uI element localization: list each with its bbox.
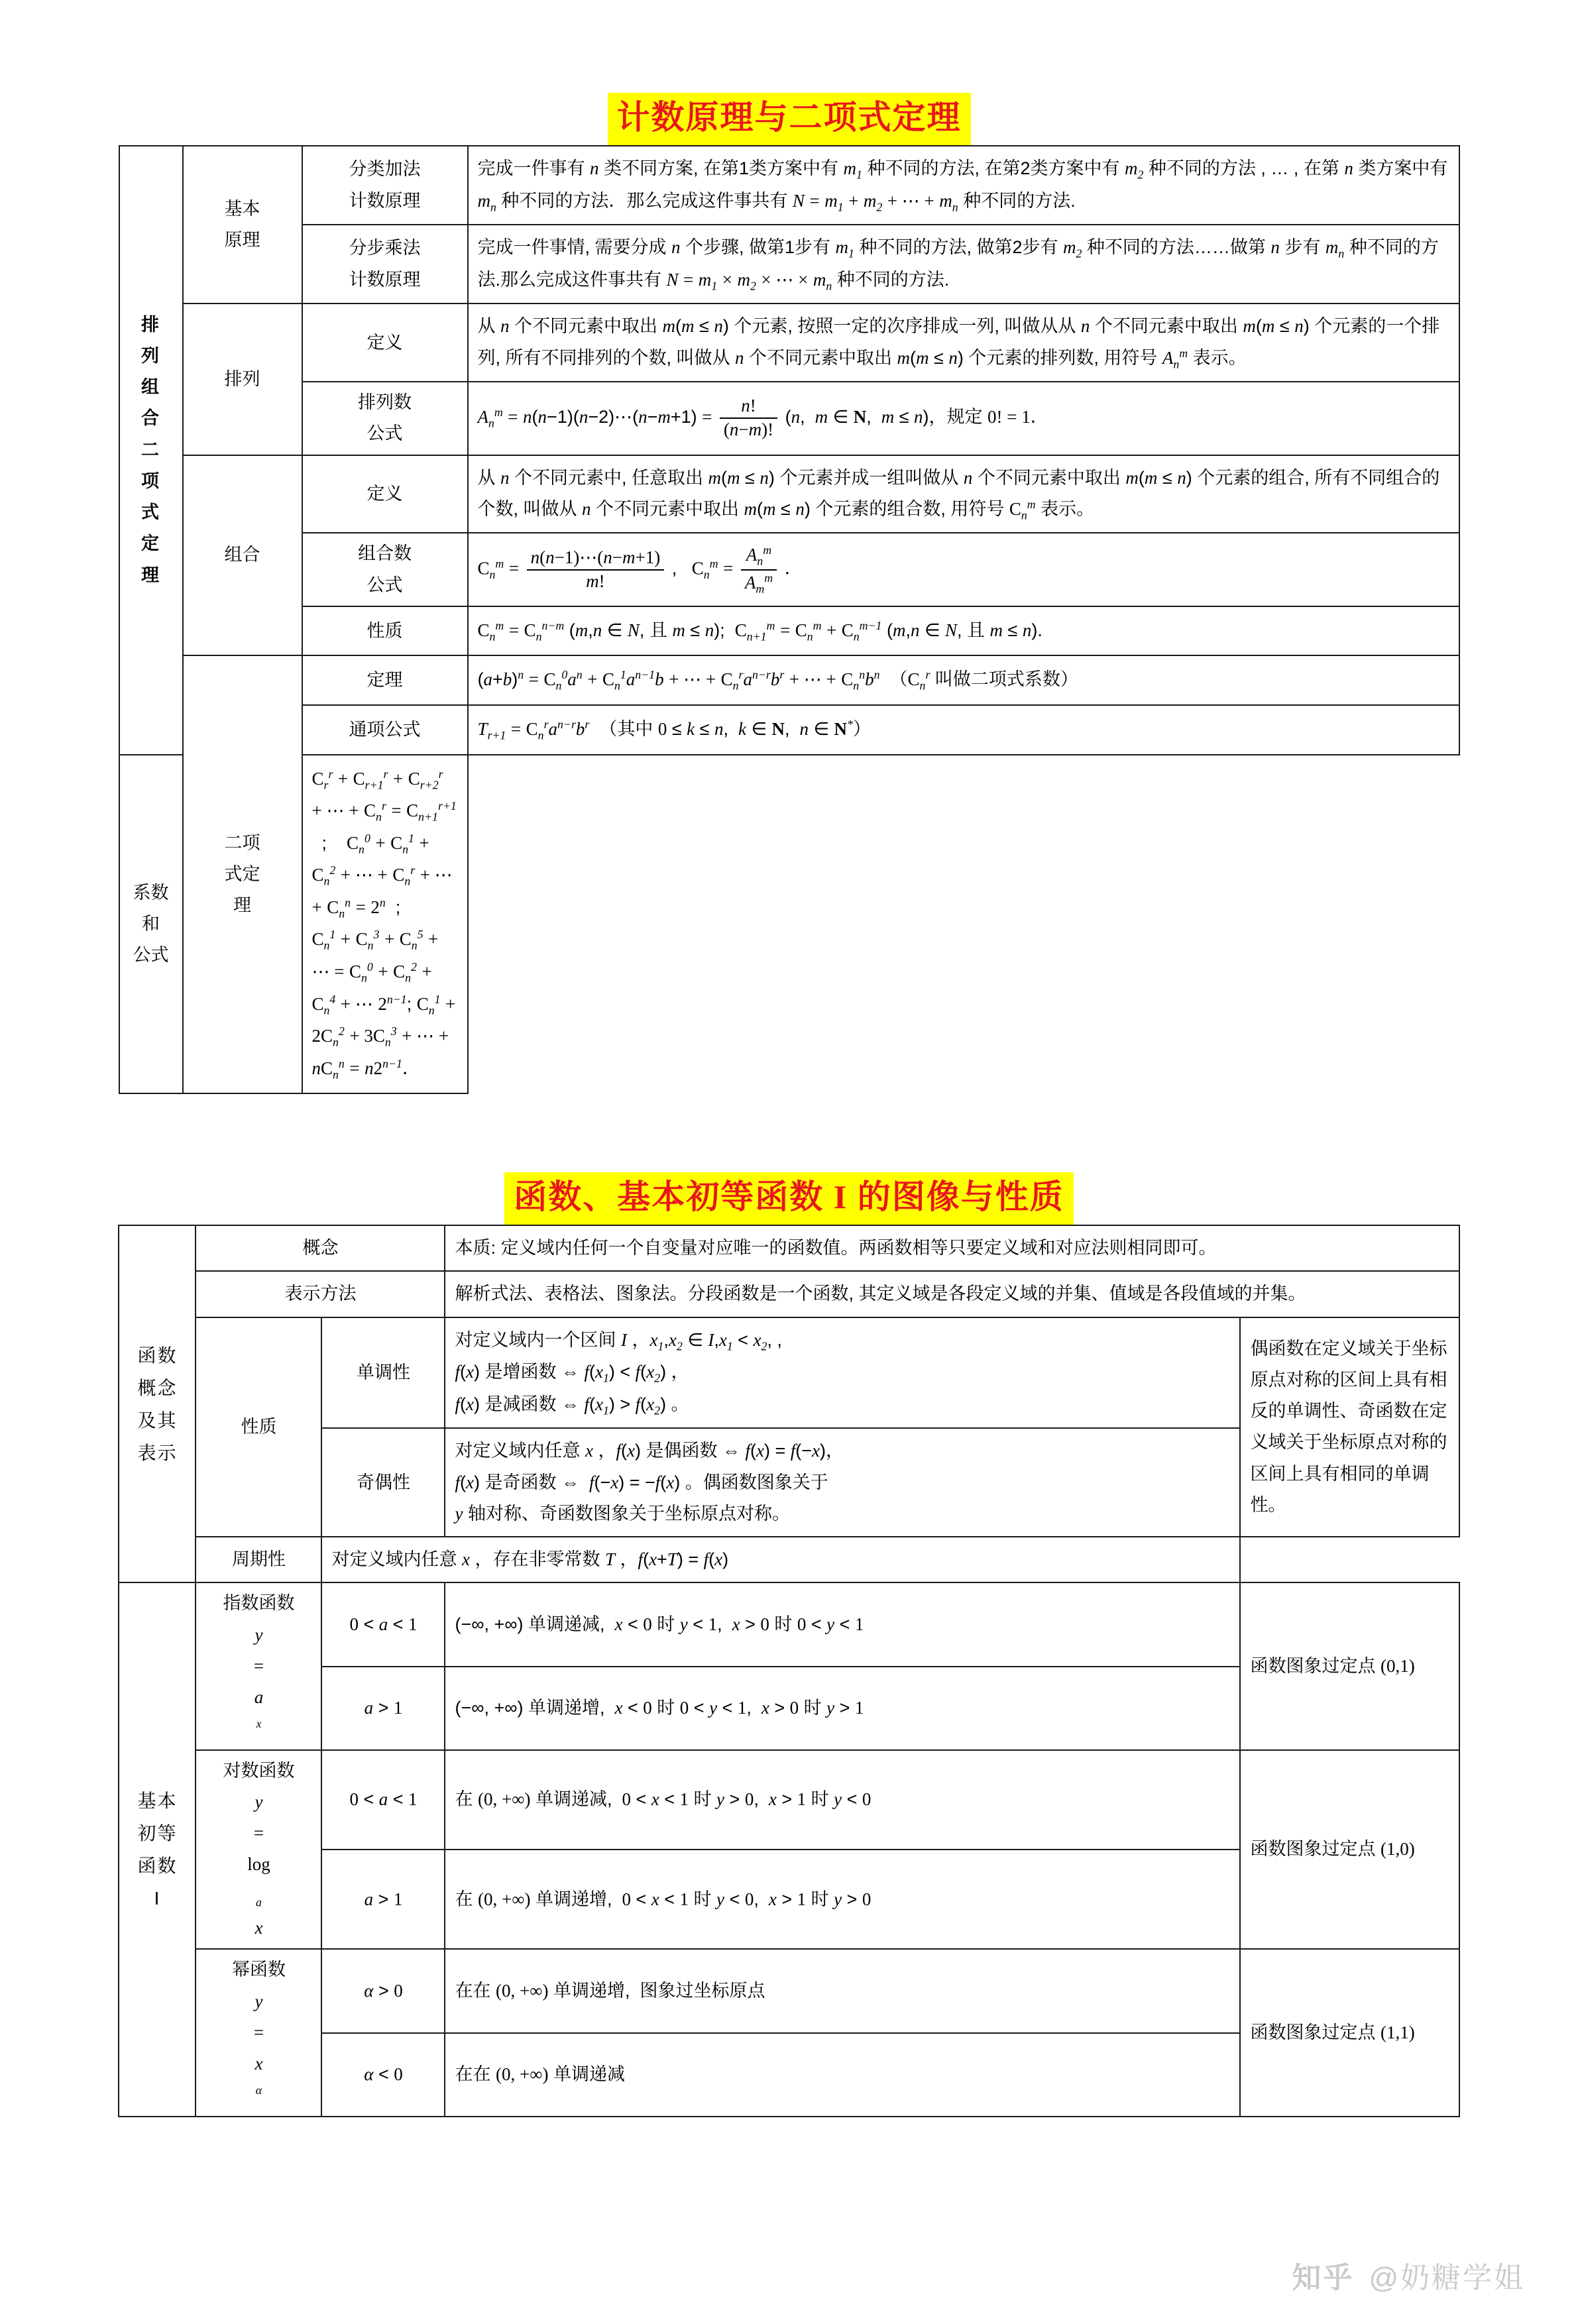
counting-principle-table bbox=[119, 145, 1460, 1094]
row-label-c1: 排 bbox=[141, 314, 160, 335]
table-row bbox=[119, 533, 1459, 606]
row-label-c3: 组 bbox=[141, 377, 160, 398]
subhead-comb-prop: 性质 bbox=[302, 606, 468, 656]
table-row bbox=[119, 1582, 1459, 1666]
row-label-c5: 二 bbox=[141, 439, 160, 460]
table-row bbox=[119, 1271, 1459, 1317]
watermark-platform: 知乎 bbox=[1292, 2262, 1355, 2294]
subhead-comb-def: 定义 bbox=[302, 455, 468, 533]
section-2-title-wrapper bbox=[0, 1172, 1578, 1225]
section-1-title-wrapper bbox=[0, 93, 1578, 145]
watermark bbox=[1292, 2254, 1525, 2296]
row-label-c9: 理 bbox=[141, 565, 160, 585]
table-row bbox=[119, 606, 1459, 656]
watermark-handle: @奶糖学姐 bbox=[1369, 2262, 1525, 2294]
content-parity bbox=[445, 1428, 1240, 1537]
row-label-c4: 合 bbox=[141, 408, 160, 429]
subhead-parity: 奇偶性 bbox=[321, 1428, 445, 1537]
content-comb-def: 从 n 个不同元素中, 任意取出 m(m ≤ n) 个元素并成一组叫做从 n 个不同元素中取出 m(m ≤ n) 个元素的组合, 所有不同组合的个数, 叫做从 n 个不同元素中取出 m(m ≤ n) 个元素的组合数, 用符号 $C_n^m$ 表示。 bbox=[468, 455, 1459, 533]
subhead-properties: 性质 bbox=[196, 1317, 321, 1537]
table-row bbox=[119, 1750, 1459, 1850]
row-label-elementary-functions: 基本 初等 函数 I bbox=[119, 1582, 196, 2116]
exponential-cond-2: a > 1 bbox=[321, 1667, 445, 1750]
subhead-concept: 概念 bbox=[196, 1225, 445, 1271]
power-note: 函数图象过定点 (1,1) bbox=[1240, 1949, 1459, 2116]
logarithm-cond-1: 0 < a < 1 bbox=[321, 1750, 445, 1850]
group-permutation: 排列 bbox=[183, 304, 302, 455]
section-1-title: 计数原理与二项式定理 bbox=[608, 93, 971, 145]
table-row bbox=[119, 655, 1459, 705]
row-label-c8: 定 bbox=[141, 533, 160, 554]
logarithm-desc-1: 在 (0, +∞) 单调递减, 0 < x < 1 时 y > 0, x > 1 时 y < 0 bbox=[445, 1750, 1240, 1850]
content-comb-formula: $C_n^m$ = $\frac{n(n-1)\cdots(n-m+1)}{m!}$ , $C_n^m$ = $\frac{A_n^m}{A_m^m}$ ． bbox=[468, 533, 1459, 606]
table-row bbox=[119, 755, 1459, 1094]
power-cond-1: α > 0 bbox=[321, 1949, 445, 2032]
subhead-logarithm: 对数函数 y = log $_a$ x bbox=[196, 1750, 321, 1950]
group-basic-principle: 基本 原理 bbox=[183, 146, 302, 304]
exponential-note: 函数图象过定点 (0,1) bbox=[1240, 1582, 1459, 1749]
exponential-desc-1: (−∞, +∞) 单调递减, x < 0 时 y < 1, x > 0 时 0 < y < 1 bbox=[445, 1582, 1240, 1666]
table-row bbox=[119, 705, 1459, 755]
subhead-power: 幂函数 y = x $^\alpha$ bbox=[196, 1949, 321, 2116]
content-representation: 解析式法、表格法、图象法。分段函数是一个函数, 其定义域是各段定义域的并集、值域是各段值域的并集。 bbox=[445, 1271, 1459, 1317]
row-label-function-concept: 函数 概念 及其 表示 bbox=[119, 1225, 196, 1582]
bin-coeff-line-2: $C_n^1 + C_n^3 + C_n^5$ + ⋯ = $C_n^0 + C_n^2 + C_n^4$ + ⋯ $2^{n-1}$; $C_n^1 + 2C_n^2 + 3C_n^3$ + ⋯ + $nC_n^n = n2^{n-1}$． bbox=[311, 928, 456, 1081]
subhead-comb-formula: 组合数 公式 bbox=[302, 533, 468, 606]
exponential-desc-2: (−∞, +∞) 单调递增, x < 0 时 0 < y < 1, x > 0 时 y > 1 bbox=[445, 1667, 1240, 1750]
exponential-cond-1: 0 < a < 1 bbox=[321, 1582, 445, 1666]
row-label-c7: 式 bbox=[141, 502, 160, 523]
content-concept: 本质: 定义域内任何一个自变量对应唯一的函数值。两函数相等只要定义域和对应法则相同即可。 bbox=[445, 1225, 1459, 1271]
power-cond-2: α < 0 bbox=[321, 2033, 445, 2117]
group-combination: 组合 bbox=[183, 455, 302, 656]
table-row bbox=[119, 225, 1459, 304]
content-monotonicity bbox=[445, 1317, 1240, 1429]
power-desc-1: 在在 (0, +∞) 单调递增, 图象过坐标原点 bbox=[445, 1949, 1240, 2032]
monotonicity-line-2: f(x) 是增函数 ⇔ $f(x_1) < f(x_2)$ ， bbox=[455, 1362, 689, 1385]
subhead-perm-def: 定义 bbox=[302, 304, 468, 382]
subhead-perm-formula: 排列数 公式 bbox=[302, 382, 468, 455]
parity-line-3: y 轴对称、奇函数图象关于坐标原点对称。 bbox=[455, 1503, 790, 1523]
table-row bbox=[119, 382, 1459, 455]
content-mul-rule: 完成一件事情, 需要分成 n 个步骤, 做第1步有 $m_1$ 种不同的方法, 做第2步有 $m_2$ 种不同的方法……做第 n 步有 $m_n$ 种不同的方法.那么完成这件事共有 $N = m_1 \times m_2$ × ⋯ × $m_n$ 种不同的方法. bbox=[468, 225, 1459, 304]
table-row bbox=[119, 455, 1459, 533]
row-label-c2: 列 bbox=[141, 345, 160, 366]
group-binomial: 二项 式定 理 bbox=[183, 655, 302, 1093]
content-perm-def: 从 n 个不同元素中取出 m(m ≤ n) 个元素, 按照一定的次序排成一列, 叫做从从 n 个不同元素中取出 m(m ≤ n) 个元素的一个排列, 所有不同排列的个数, 叫做从 n 个不同元素中取出 m(m ≤ n) 个元素的排列数, 用符号 $A_n^m$ 表示。 bbox=[468, 304, 1459, 382]
logarithm-note: 函数图象过定点 (1,0) bbox=[1240, 1750, 1459, 1950]
content-add-rule: 完成一件事有 n 类不同方案, 在第1类方案中有 $m_1$ 种不同的方法, 在第2类方案中有 $m_2$ 种不同的方法 , … , 在第 n 类方案中有 $m_n$ 种不同的方法．那么完成这件事共有 $N = m_1 + m_2$ + ⋯ + $m_n$ 种不同的方法. bbox=[468, 146, 1459, 225]
subhead-representation: 表示方法 bbox=[196, 1271, 445, 1317]
subhead-mul-rule: 分步乘法 计数原理 bbox=[302, 225, 468, 304]
content-perm-formula: $A_n^m$ = n(n−1)(n−2)⋯(n−m+1) = $\frac{n!}{(n-m)!}$ (n, m ∈ N, m ≤ n)，规定 0! = 1． bbox=[468, 382, 1459, 455]
subhead-monotonicity: 单调性 bbox=[321, 1317, 445, 1429]
table-row bbox=[119, 1949, 1459, 2032]
section-2-title: 函数、基本初等函数 I 的图像与性质 bbox=[504, 1172, 1073, 1225]
table-row bbox=[119, 1537, 1459, 1582]
table-row bbox=[119, 304, 1459, 382]
function-properties-table bbox=[118, 1225, 1459, 2117]
table-row bbox=[119, 1317, 1459, 1429]
content-periodicity: 对定义域内任意 x ，存在非零常数 T ，f(x+T) = f(x) bbox=[321, 1537, 1240, 1582]
power-desc-2: 在在 (0, +∞) 单调递减 bbox=[445, 2033, 1240, 2117]
parity-line-2: f(x) 是奇函数 ⇔ f(−x) = −f(x) 。偶函数图象关于 bbox=[455, 1472, 828, 1492]
parity-line-1: 对定义域内任意 x ，f(x) 是偶函数 ⇔ f(x) = f(−x)， bbox=[455, 1441, 844, 1461]
monotonicity-line-3: f(x) 是减函数 ⇔ $f(x_1) > f(x_2)$ 。 bbox=[455, 1394, 689, 1417]
content-bin-general: $T_{r+1} = C_n^ra^{n-r}b^r$ （其中 0 ≤ k ≤ n, k ∈ N, n ∈ N*） bbox=[468, 705, 1459, 755]
table-row bbox=[119, 146, 1459, 225]
content-bin-theorem: $(a+b)^n = C_n^0a^n + C_n^1a^{n-1}b$ + ⋯ + $C_n^ra^{n-r}b^r$ + ⋯ + $C_n^nb^n$ （$C_n^r$ 叫做二项式系数） bbox=[468, 655, 1459, 705]
subhead-bin-general: 通项公式 bbox=[302, 705, 468, 755]
section-1-row-label bbox=[119, 146, 183, 755]
subhead-bin-coeff: 系数和 公式 bbox=[119, 755, 183, 1094]
subhead-exponential: 指数函数 y = a $^x$ bbox=[196, 1582, 321, 1749]
content-parity-note: 偶函数在定义域关于坐标原点对称的区间上具有相反的单调性、奇函数在定义域关于坐标原点对称的区间上具有相同的单调性。 bbox=[1240, 1317, 1459, 1537]
logarithm-desc-2: 在 (0, +∞) 单调递增, 0 < x < 1 时 y < 0, x > 1 时 y > 0 bbox=[445, 1850, 1240, 1949]
subhead-periodicity: 周期性 bbox=[196, 1537, 321, 1582]
table-row bbox=[119, 1225, 1459, 1271]
document-page bbox=[0, 93, 1578, 2324]
content-comb-prop: $C_n^m = C_n^{n-m}$ (m,n ∈ N, 且 m ≤ n); $C_{n+1}^m = C_n^m + C_n^{m-1}$ (m,n ∈ N, 且 m ≤ n). bbox=[468, 606, 1459, 656]
row-label-c6: 项 bbox=[141, 470, 160, 491]
bin-coeff-line-1: $C_r^r + C_{r+1}^r + C_{r+2}^r$ + ⋯ + $C_n^r = C_{n+1}^{r+1}$ ; $C_n^0 + C_n^1 + C_n^2$ + ⋯ + $C_n^r$ + ⋯ + $C_n^n = 2^n$ ; bbox=[311, 767, 457, 920]
subhead-add-rule: 分类加法 计数原理 bbox=[302, 146, 468, 225]
subhead-bin-theorem: 定理 bbox=[302, 655, 468, 705]
content-bin-coeff bbox=[302, 755, 468, 1094]
monotonicity-line-1: 对定义域内一个区间 I ，$x_1,x_2$ ∈ $I,x_1 < x_2$, , bbox=[455, 1329, 782, 1353]
logarithm-cond-2: a > 1 bbox=[321, 1850, 445, 1949]
